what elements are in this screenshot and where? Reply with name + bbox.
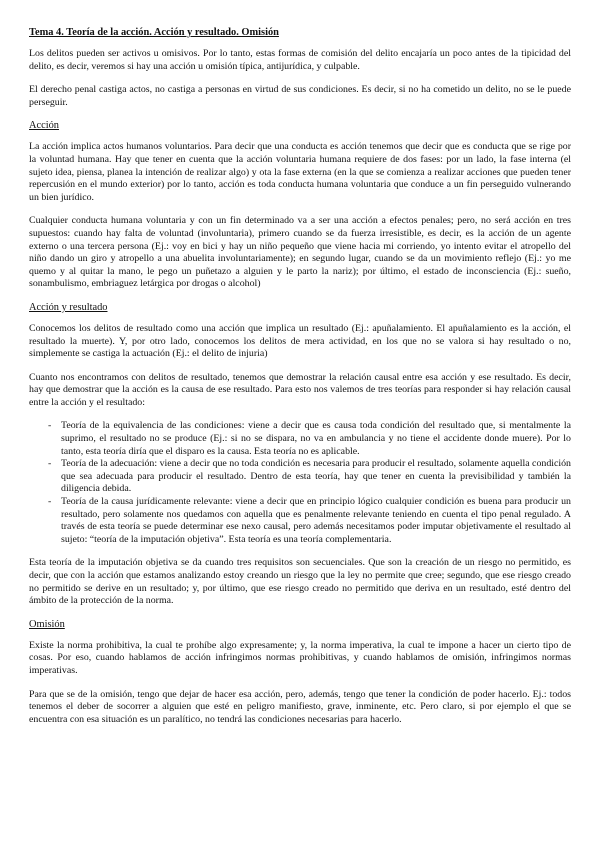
theory-text: Teoría de la equivalencia de las condiciones: viene a decir que es causa toda condición del resultado que, si mentalmente la suprimo, el resultado no se produce (Ej.: si no se dispara, no va en ambulancia y no tiene el accidente donde muere). Por lo tanto, esta teoría diría que el disparo es la causa. Esta teoría no es aplicable. <box>61 420 571 457</box>
omision-paragraph-2: Para que se de la omisión, tengo que dejar de hacer esa acción, pero, además, tengo que tener la condición de poder hacerlo. Ej.: todos tenemos el deber de socorrer a alguien que esté en peligro manifiesto, grave, inminente, etc. Pero claro, si por ejemplo el que se encuentra con esa situación es un paralítico, no tendrá las condiciones necesarias para hacerlo. <box>29 688 571 725</box>
page-title: Tema 4. Teoría de la acción. Acción y resultado. Omisión <box>29 27 279 38</box>
omision-paragraph-1: Existe la norma prohibitiva, la cual te prohíbe algo expresamente; y, la norma imperativa, la cual te impone a hacer un cierto tipo de cosas. Por eso, cuando hablamos de acción infringimos normas prohibitivas, y cuando hablamos de omisión, infringimos normas imperativas. <box>29 639 571 676</box>
resultado-closing-paragraph: Esta teoría de la imputación objetiva se da cuando tres requisitos son secuenciales. Que son la creación de un riesgo no permitido, es decir, que con la acción que estamos analizando estoy creando un riesgo que la ley no permite que cree; segundo, que ese riesgo creado no permitido se derive en un resultado; y, por último, que ese riesgo creado no permitido que deriva en un resultado, esté dentro del ámbito de la protección de la norma. <box>29 557 571 607</box>
theory-text: Teoría de la adecuación: viene a decir que no toda condición es necesaria para producir el resultado, solamente aquella condición que sea adecuada para producir el resultado. Dentro de esta teoría, hay que tener en cuenta la previsibilidad y también la diligencia debida. <box>61 458 571 495</box>
intro-paragraph-1: Los delitos pueden ser activos u omisivos. Por lo tanto, estas formas de comisión del delito encajaría un poco antes de la tipicidad del delito, es decir, veremos si hay una acción u omisión típica, antijurídica, y culpable. <box>29 48 571 72</box>
theories-list <box>29 420 571 546</box>
accion-paragraph-2: Cualquier conducta humana voluntaria y con un fin determinado va a ser una acción a efectos penales; pero, no será acción en tres supuestos: cuando hay falta de voluntad (involuntaria), primero cuando se da fuerza irresistible, es decir, es la acción de un agente externo o una tercera persona (Ej.: voy en bici y hay un niño pequeño que viene hacia mi corriendo, yo intento evitar el atropello del niño dando un giro y atropello a una abuelita involuntariamente); en segundo lugar, cuando se da un movimiento reflejo (Ej.: yo me quemo y al quitar la mano, le pego un puñetazo a alguien y le parto la nariz); por último, el estado de inconsciencia (Ej.: sueño, sonambulismo, embriaguez letárgica por drogas o alcohol) <box>29 215 571 290</box>
list-item <box>29 420 571 458</box>
section-heading-resultado: Acción y resultado <box>29 301 108 313</box>
list-item <box>29 458 571 496</box>
theory-text: Teoría de la causa jurídicamente relevante: viene a decir que en principio lógico cualquier condición es buena para producir un resultado, pero solamente nos quedamos con aquella que es penalmente relevante teniendo en cuenta el tipo penal regulado. A través de esta teoría se puede determinar ese nexo causal, pero además necesitamos poder imputar objetivamente el resultado al sujeto: “teoría de la imputación objetiva”. Esta teoría es una teoría complementaria. <box>61 496 571 545</box>
resultado-paragraph-2: Cuanto nos encontramos con delitos de resultado, tenemos que demostrar la relación causal entre esa acción y ese resultado. Es decir, hay que demostrar que la acción es la causa de ese resultado. Para esto nos valemos de tres teorías para responder si hay relación causal entre la acción y el resultado: <box>29 371 571 408</box>
bullet-dash: - <box>48 420 52 432</box>
list-item <box>29 496 571 546</box>
resultado-paragraph-1: Conocemos los delitos de resultado como una acción que implica un resultado (Ej.: apuñalamiento. El apuñalamiento es la acción, el resultado la muerte). Y, por otro lado, conocemos los delitos de mera actividad, en los que no se valora si hay resultado o no, simplemente se castiga la actuación (Ej.: el delito de injuria) <box>29 322 571 360</box>
accion-paragraph-1: La acción implica actos humanos voluntarios. Para decir que una conducta es acción tenemos que decir que es conducta que se rige por la voluntad humana. Hay que tener en cuenta que la acción voluntaria humana requiere de dos fases: por un lado, la fase interna (el sujeto idea, piensa, planea la intención de realizar algo) y ota la fase externa (en la que se comienza a realizar acciones que pueden tener repercusión en el mundo exterior) por lo tanto, acción es toda conducta humana voluntaria que conduce a un fin perseguido vulnerando un bien jurídico. <box>29 141 571 203</box>
bullet-dash: - <box>48 458 52 470</box>
section-heading-omision: Omisión <box>29 618 65 630</box>
bullet-dash: - <box>48 496 52 508</box>
intro-paragraph-2: El derecho penal castiga actos, no castiga a personas en virtud de sus condiciones. Es decir, si no ha cometido un delito, no se le puede perseguir. <box>29 84 571 108</box>
section-heading-accion: Acción <box>29 120 60 132</box>
